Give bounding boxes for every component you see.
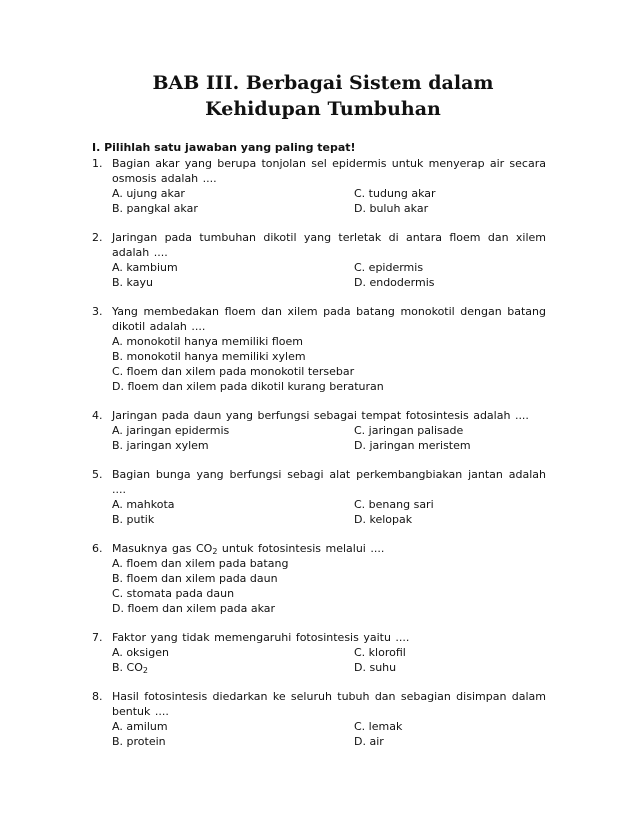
option-d: D. endodermis	[354, 276, 435, 289]
option-a: A. amilum	[112, 720, 168, 733]
option-a: A. mahkota	[112, 498, 175, 511]
options-grid	[112, 186, 546, 216]
section-instruction: I. Pilihlah satu jawaban yang paling tepat!	[92, 141, 356, 154]
option-b: B. jaringan xylem	[112, 439, 209, 452]
option-a: A. oksigen	[112, 646, 169, 659]
option-d: D. jaringan meristem	[354, 439, 471, 452]
question-number: 3.	[92, 305, 103, 318]
option-a: A. floem dan xilem pada batang	[112, 557, 289, 570]
question-number: 1.	[92, 157, 103, 170]
question-number: 5.	[92, 468, 103, 481]
question-stem: Bagian bunga yang berfungsi sebagi alat perkembangbiakan jantan adalah ....	[112, 468, 546, 496]
subscript: 2	[212, 547, 218, 556]
option-d: D. air	[354, 735, 384, 748]
options-grid	[112, 497, 546, 527]
question-stem: Hasil fotosintesis diedarkan ke seluruh tubuh dan sebagian disimpan dalam bentuk ....	[112, 690, 546, 718]
option-b	[112, 660, 354, 675]
chapter-title: BAB III. Berbagai Sistem dalam Kehidupan Tumbuhan	[152, 72, 494, 120]
options-list	[112, 334, 546, 394]
question-stem: Faktor yang tidak memengaruhi fotosintesis yaitu ....	[112, 631, 410, 644]
option-d: D. floem dan xilem pada dikotil kurang beraturan	[112, 380, 384, 393]
question-stem: Yang membedakan floem dan xilem pada batang monokotil dengan batang dikotil adalah ....	[112, 305, 546, 333]
question-1	[92, 156, 546, 216]
option-b: B. pangkal akar	[112, 202, 198, 215]
option-d: D. buluh akar	[354, 202, 429, 215]
question-number: 6.	[92, 542, 103, 555]
option-c: C. benang sari	[354, 498, 434, 511]
subscript: 2	[142, 666, 148, 675]
option-c: C. epidermis	[354, 261, 424, 274]
option-a: A. monokotil hanya memiliki floem	[112, 335, 303, 348]
option-d: D. kelopak	[354, 513, 413, 526]
option-c: C. lemak	[354, 720, 403, 733]
question-number: 7.	[92, 631, 103, 644]
question-stem	[112, 541, 546, 556]
option-c: C. stomata pada daun	[112, 587, 235, 600]
question-3	[92, 304, 546, 394]
question-7	[92, 630, 546, 675]
question-number: 8.	[92, 690, 103, 703]
option-c: C. tudung akar	[354, 187, 436, 200]
question-8	[92, 689, 546, 749]
stem-text-part: untuk fotosintesis melalui ....	[217, 542, 385, 555]
options-grid	[112, 260, 546, 290]
option-a: A. jaringan epidermis	[112, 424, 230, 437]
question-stem: Jaringan pada tumbuhan dikotil yang terletak di antara floem dan xilem adalah ....	[112, 231, 546, 259]
option-c: C. jaringan palisade	[354, 424, 464, 437]
option-b: B. monokotil hanya memiliki xylem	[112, 350, 306, 363]
option-a: A. kambium	[112, 261, 178, 274]
options-list	[112, 556, 546, 616]
option-a: A. ujung akar	[112, 187, 185, 200]
question-number: 2.	[92, 231, 103, 244]
option-text: B. CO	[112, 661, 143, 674]
question-5	[92, 467, 546, 527]
option-d: D. suhu	[354, 661, 397, 674]
question-stem: Bagian akar yang berupa tonjolan sel epidermis untuk menyerap air secara osmosis adalah ....	[112, 157, 546, 185]
worksheet-page	[92, 70, 546, 763]
question-2	[92, 230, 546, 290]
option-c: C. klorofil	[354, 646, 406, 659]
options-grid	[112, 645, 546, 675]
options-grid	[112, 719, 546, 749]
option-d: D. floem dan xilem pada akar	[112, 602, 276, 615]
options-grid	[112, 423, 546, 453]
option-b: B. floem dan xilem pada daun	[112, 572, 278, 585]
option-c: C. floem dan xilem pada monokotil tersebar	[112, 365, 355, 378]
question-number: 4.	[92, 409, 103, 422]
option-b: B. putik	[112, 513, 155, 526]
option-b: B. kayu	[112, 276, 153, 289]
stem-text-part: Masuknya gas CO	[112, 542, 213, 555]
option-b: B. protein	[112, 735, 166, 748]
question-4	[92, 408, 546, 453]
question-stem: Jaringan pada daun yang berfungsi sebagai tempat fotosintesis adalah ....	[112, 409, 529, 422]
question-6	[92, 541, 546, 616]
